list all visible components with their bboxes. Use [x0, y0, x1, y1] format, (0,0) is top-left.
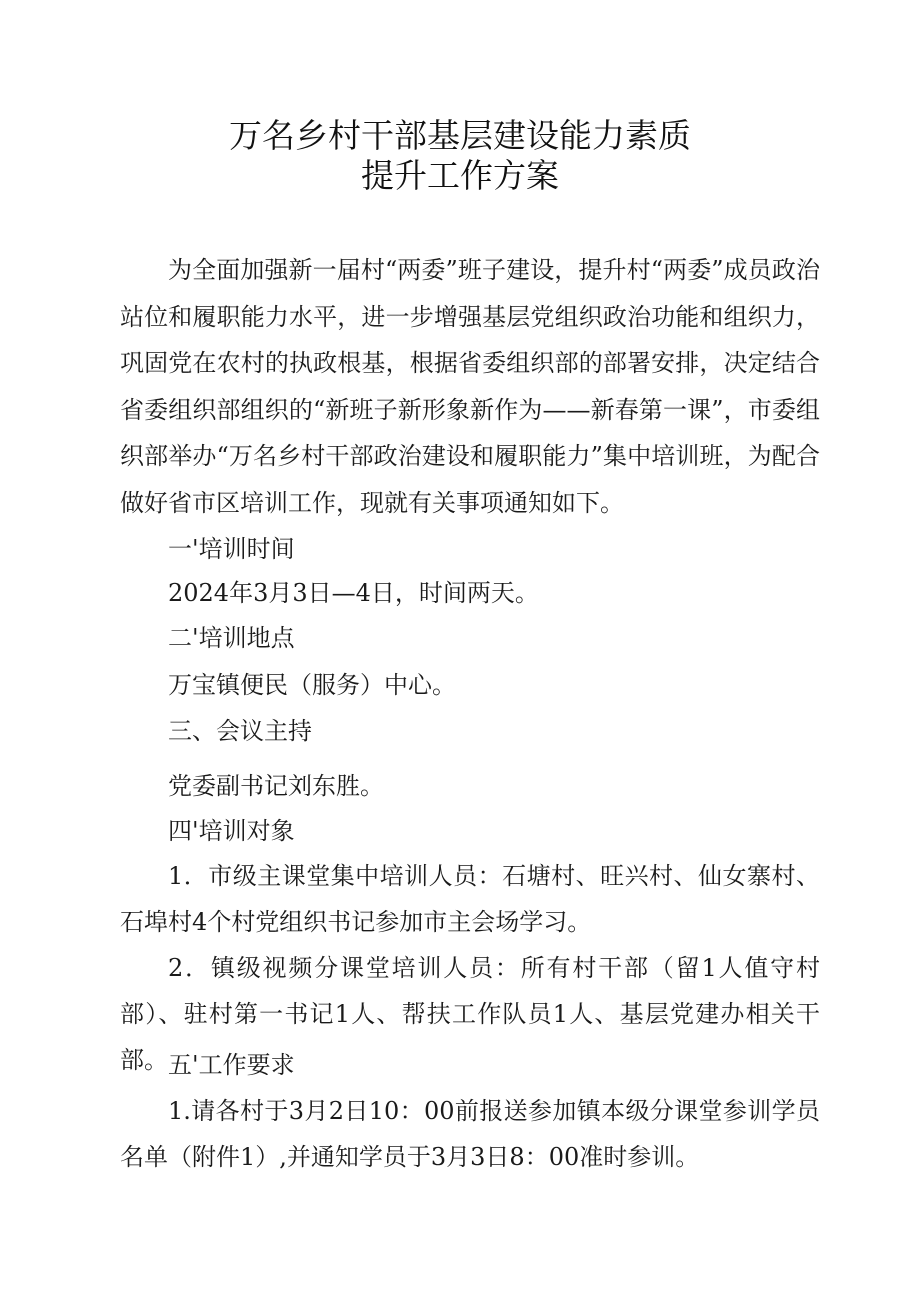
section-heading-host: 三、会议主持	[168, 717, 312, 745]
section-heading-requirements: 五'工作要求	[168, 1051, 295, 1079]
section-content-time: 2024年3月3日—4日，时间两天。	[168, 579, 539, 607]
document-title-line-2: 提升工作方案	[361, 156, 559, 195]
section-content-host: 党委副书记刘东胜。	[168, 772, 384, 800]
requirements-item-1: 1.请各村于3月2日10：00前报送参加镇本级分课堂参训学员名单（附件1）,并通知学员于3月3日8：00准时参训。	[120, 1097, 820, 1171]
document-title-line-1: 万名乡村干部基层建设能力素质	[229, 116, 691, 155]
section-heading-participants: 四'培训对象	[168, 817, 295, 845]
section-heading-time: 一'培训时间	[168, 535, 295, 563]
section-content-location: 万宝镇便民（服务）中心。	[168, 671, 456, 699]
section-heading-location: 二'培训地点	[168, 624, 295, 652]
participants-item-2: 2．镇级视频分课堂培训人员：所有村干部（留1人值守村部）、驻村第一书记1人、帮扶工作队员1人、基层党建办相关干部。	[120, 954, 820, 1074]
intro-paragraph: 为全面加强新一届村“两委”班子建设，提升村“两委”成员政治站位和履职能力水平，进一步增强基层党组织政治功能和组织力，巩固党在农村的执政根基，根据省委组织部的部署安排，决定结合省委组织部组织的“新班子新形象新作为——新春第一课”，市委组织部举办“万名乡村干部政治建设和履职能力”集中培训班，为配合做好省市区培训工作，现就有关事项通知如下。	[120, 256, 820, 517]
participants-item-1: 1．市级主课堂集中培训人员：石塘村、旺兴村、仙女寨村、石埠村4个村党组织书记参加市主会场学习。	[120, 862, 820, 936]
